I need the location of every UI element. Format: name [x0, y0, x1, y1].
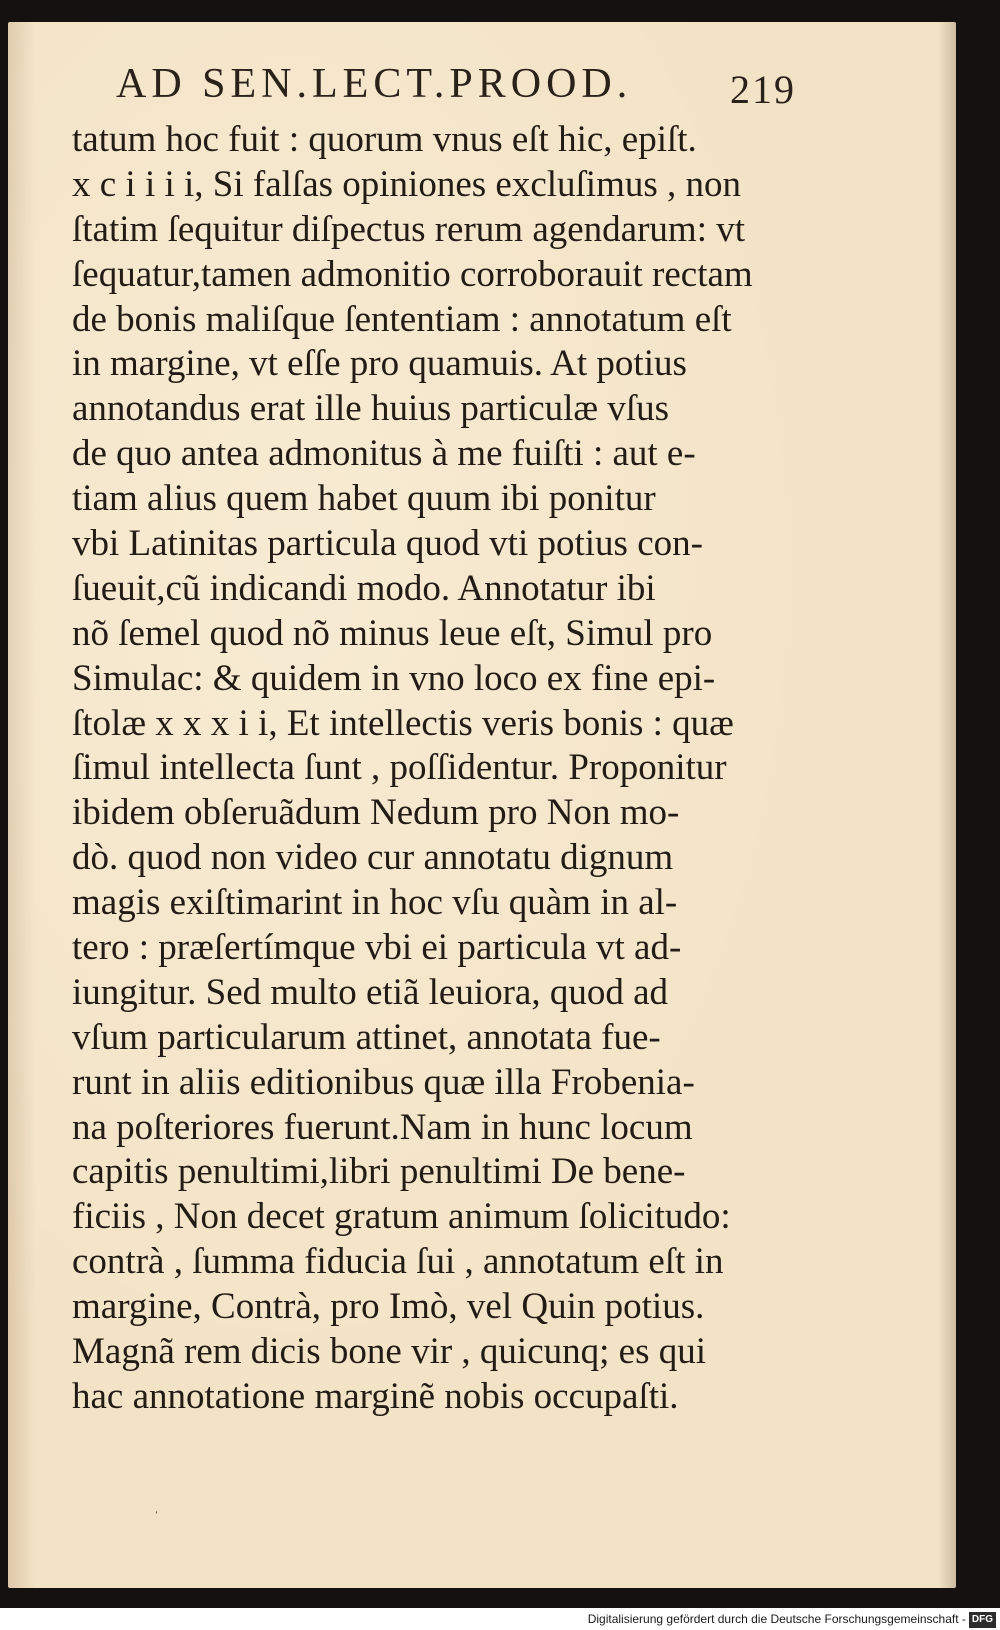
running-header — [116, 60, 806, 108]
text-line: ſtolæ x x x i i, Et intellectis veris bonis : quæ — [72, 702, 734, 744]
text-line: hac annotatione marginẽ nobis occupaſti. — [72, 1375, 679, 1417]
text-line: de quo antea admonitus à me fuiſti : aut e- — [72, 433, 696, 475]
digitization-footer — [0, 1608, 1000, 1630]
book-page — [8, 22, 956, 1588]
text-line: Simulac: & quidem in vno loco ex fine epi- — [72, 657, 716, 699]
text-line: ficiis , Non decet gratum animum ſolicitudo: — [72, 1196, 731, 1238]
text-line: tiam alius quem habet quum ibi ponitur — [72, 478, 656, 520]
text-line: margine, Contrà, pro Imò, vel Quin potius. — [72, 1286, 705, 1328]
text-line: annotandus erat ille huius particulæ vſus — [72, 388, 670, 430]
text-line: x c i i i i, Si falſas opiniones excluſimus , non — [72, 163, 742, 205]
text-line: na poſteriores fuerunt.Nam in hunc locum — [72, 1106, 693, 1148]
text-line: ſequatur,tamen admonitio corroborauit rectam — [72, 253, 753, 295]
text-line: iungitur. Sed multo etiã leuiora, quod ad — [72, 971, 669, 1013]
page-edge-shadow — [938, 22, 956, 1588]
text-line: Magnã rem dicis bone vir , quicunq; es qui — [72, 1331, 707, 1373]
text-line: ibidem obſeruãdum Nedum pro Non mo- — [72, 792, 680, 834]
body-text — [72, 118, 812, 1420]
text-line: in margine, vt eſſe pro quamuis. At potius — [72, 343, 687, 385]
text-line: vſum particularum attinet, annotata fue- — [72, 1016, 661, 1058]
text-line: tero : præſertímque vbi ei particula vt ad- — [72, 927, 682, 969]
text-line: ſimul intellecta ſunt , poſſidentur. Proponitur — [72, 747, 727, 789]
text-line: vbi Latinitas particula quod vti potius con- — [72, 523, 703, 565]
text-line: magis exiſtimarint in hoc vſu quàm in al- — [72, 882, 678, 924]
running-title: AD SEN.LECT.PROOD. — [116, 61, 633, 107]
ink-speck: ˈ — [154, 1510, 159, 1525]
text-line: nõ ſemel quod nõ minus leue eſt, Simul pro — [72, 612, 713, 654]
text-line: ſtatim ſequitur diſpectus rerum agendarum: vt — [72, 208, 746, 250]
text-line: contrà , ſumma fiducia ſui , annotatum eſt in — [72, 1241, 724, 1283]
dfg-logo: DFG — [969, 1612, 996, 1628]
footer-credit: Digitalisierung gefördert durch die Deutsche Forschungsgemeinschaft - — [587, 1612, 966, 1626]
text-line: tatum hoc fuit : quorum vnus eſt hic, epiſt. — [72, 119, 697, 160]
page-number: 219 — [730, 67, 796, 112]
text-line: dò. quod non video cur annotatu dignum — [72, 837, 674, 879]
text-line: capitis penultimi,libri penultimi De bene- — [72, 1151, 686, 1193]
text-line: runt in aliis editionibus quæ illa Frobenia- — [72, 1061, 695, 1103]
text-line: de bonis maliſque ſententiam : annotatum eſt — [72, 298, 732, 340]
text-line: ſueuit,cũ indicandi modo. Annotatur ibi — [72, 567, 656, 609]
